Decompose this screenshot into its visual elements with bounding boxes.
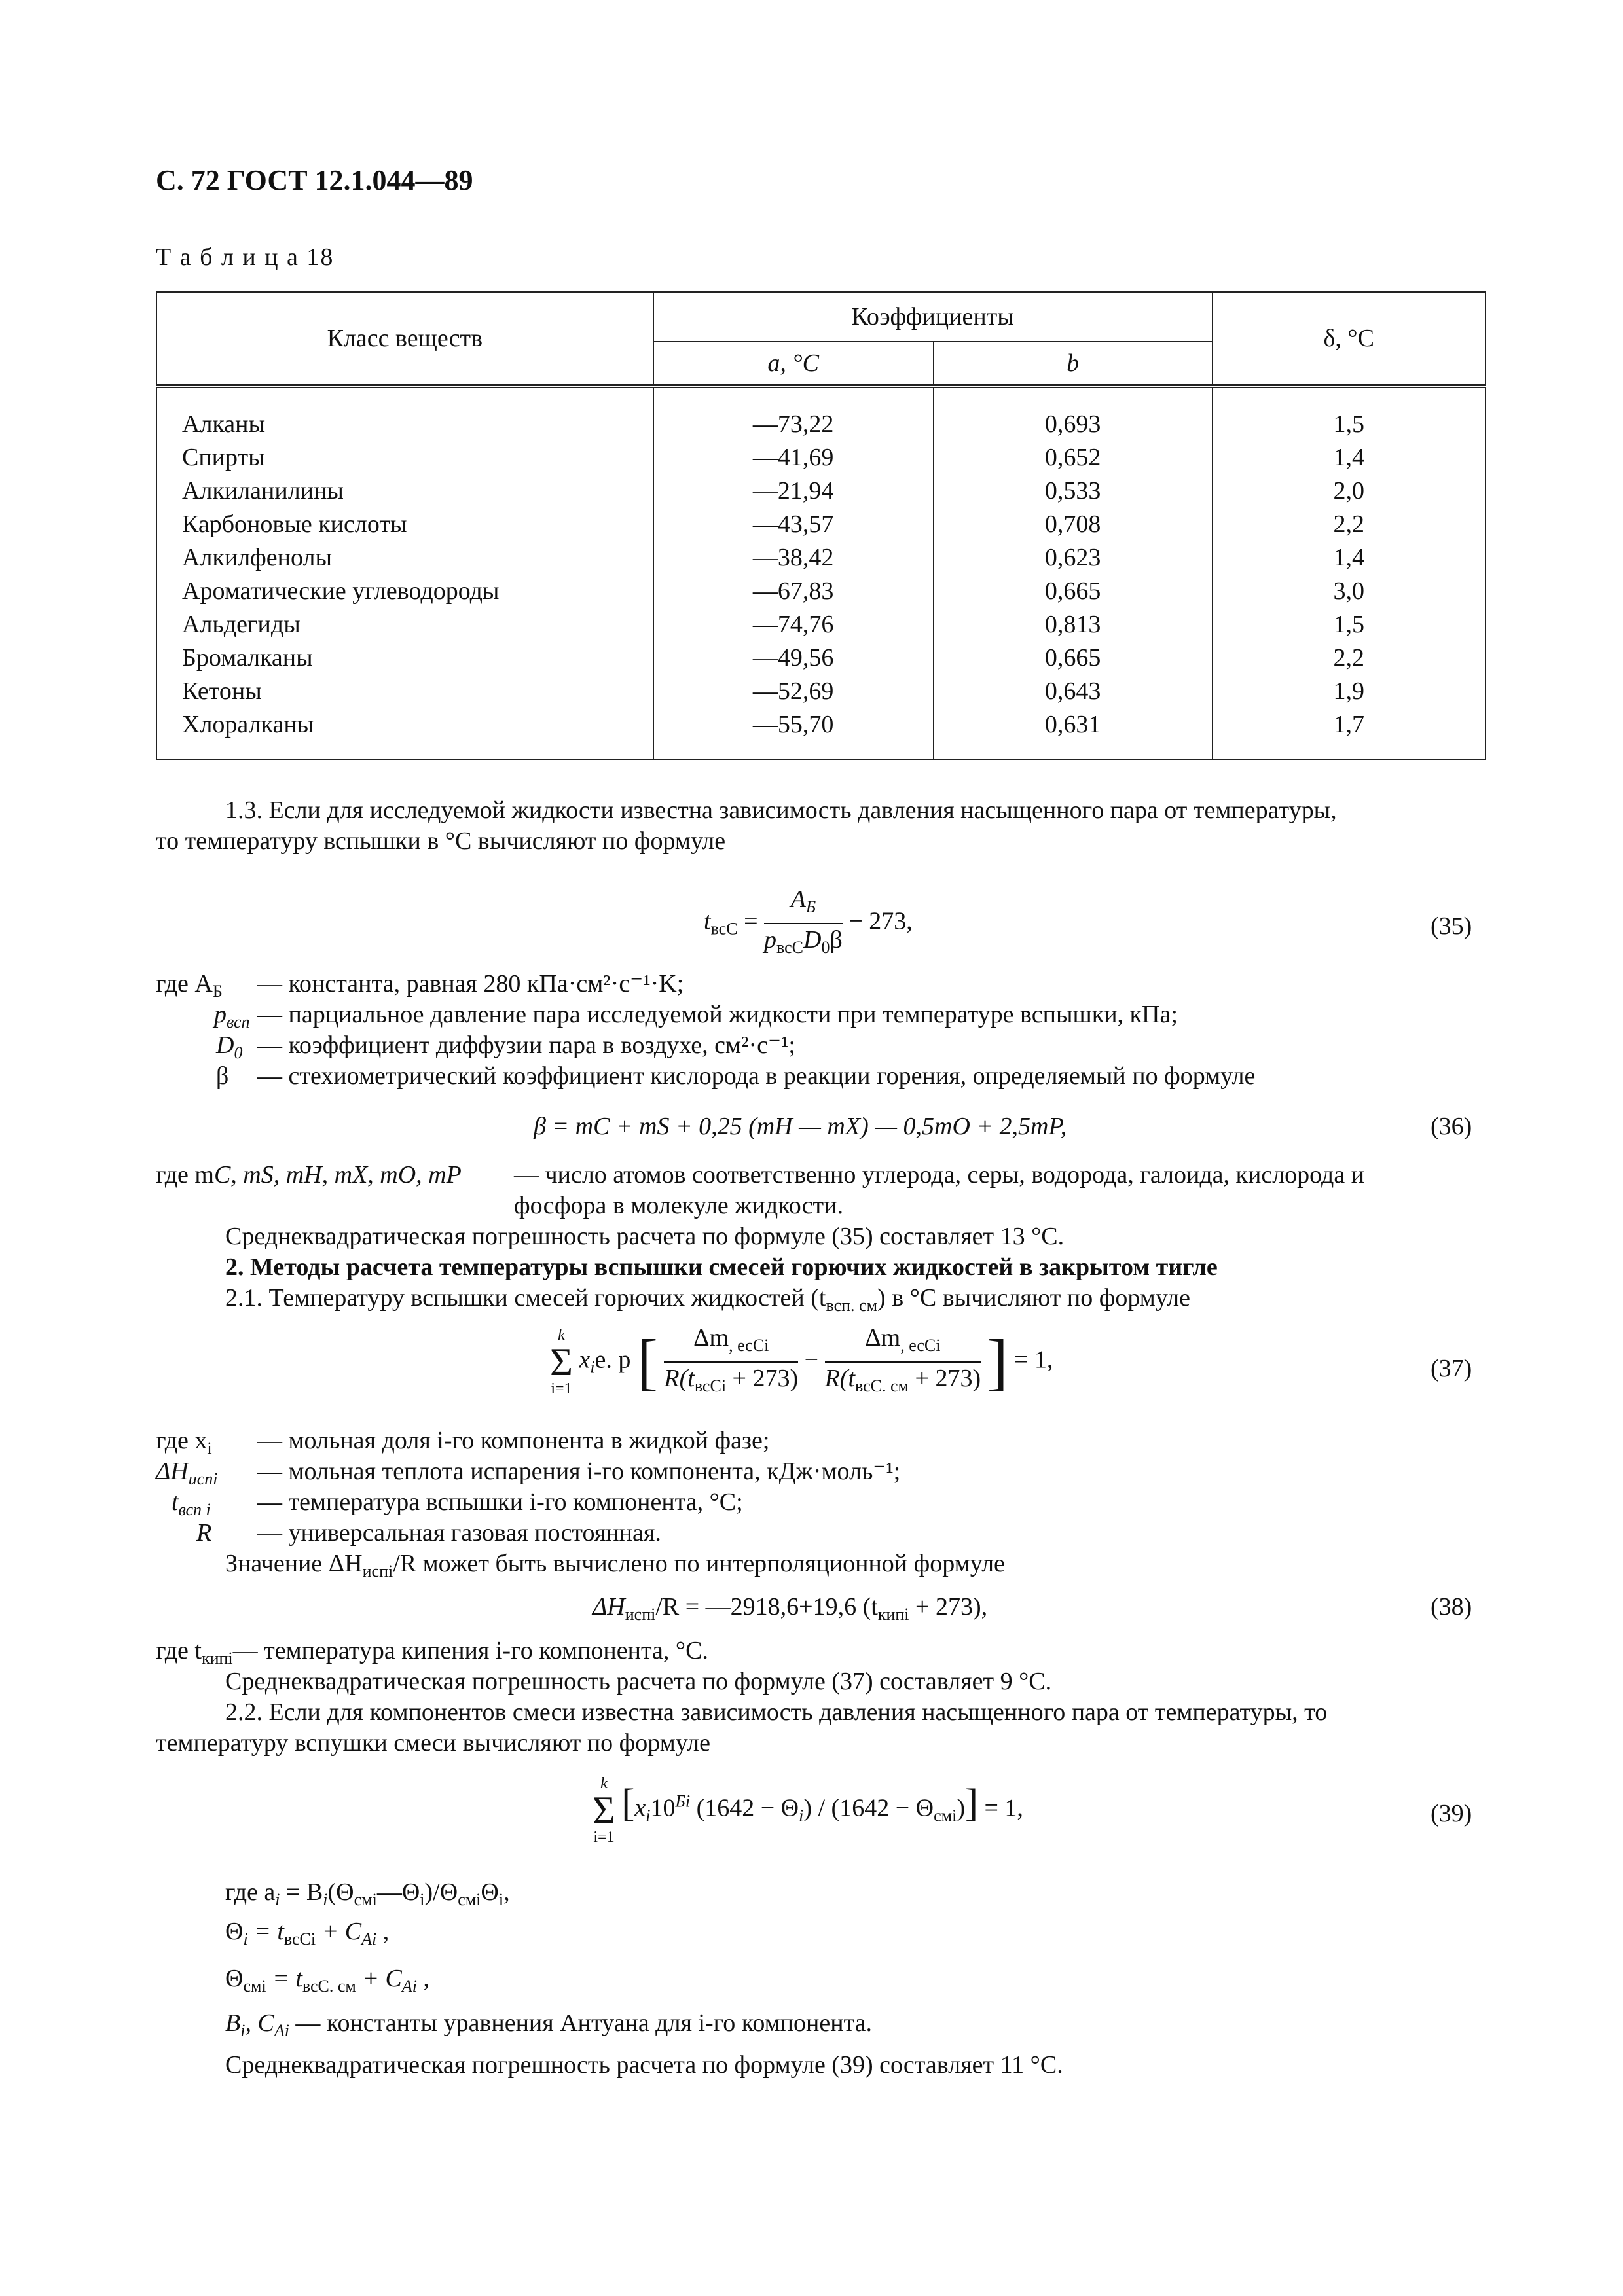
table-cell-name: Бромалканы <box>182 644 313 672</box>
table-cell-b: 0,652 <box>1044 444 1101 471</box>
def-beta: β <box>216 1062 229 1090</box>
paragraph-2-1: 2.1. Температуру вспышки смесей горючих жидкостей $(t_{всп. см})$ в °С вычисляют по формуле <box>225 1284 1190 1315</box>
def-theta-sm: $\Theta_{смi} = t_{всС. см} + C_{Ai}$ , <box>225 1965 429 1996</box>
def-tvsp: $t_{всп i}$ <box>172 1488 211 1519</box>
paragraph-2-2-line2: температуру вспушки смеси вычисляют по формуле <box>156 1729 710 1757</box>
coefficients-table <box>156 291 1486 760</box>
table-cell-b: 0,813 <box>1044 611 1101 638</box>
def-pvsp: $p_{всп}$ <box>214 1001 250 1031</box>
def-xi-text: — мольная доля i-го компонента в жидкой фазе; <box>257 1427 770 1454</box>
equation-38: $\Delta H_{испi}/R$ = —2918,6+19,6 $(t_{кипi} + 273)$, <box>593 1593 988 1624</box>
table-cell-d: 2,2 <box>1333 511 1365 538</box>
table-cell-b: 0,623 <box>1044 544 1101 571</box>
table-cell-a: —41,69 <box>752 444 834 471</box>
where-38: где $t_{кипi}—$ температура кипения i-го компонента, °С. <box>156 1637 708 1668</box>
def-tvsp-text: — температура вспышки i-го компонента, °С; <box>257 1488 743 1516</box>
section-2-title: 2. Методы расчета температуры вспышки смесей горючих жидкостей в закрытом тигле <box>225 1253 1218 1281</box>
table-cell-a: —52,69 <box>752 677 834 705</box>
table-cell-a: —67,83 <box>752 577 834 605</box>
where-36-text1: — число атомов соответственно углерода, серы, водорода, галоида, кислорода и <box>514 1161 1365 1189</box>
def-ab: где $A_Б$ <box>156 970 223 1001</box>
column-a-values <box>654 388 933 759</box>
table-cell-a: —38,42 <box>752 544 834 571</box>
paragraph-1-3-line2: то температуру вспышки в °С вычисляют по формуле <box>156 827 726 855</box>
equation-39: k Σ i=1 [$x_i10^{Бi}$ $(1642 - \Theta_i) / (1642 - \Theta_{смi})] = 1$, <box>593 1775 1023 1846</box>
table-cell-a: —74,76 <box>752 611 834 638</box>
table-cell-a: —73,22 <box>752 410 834 438</box>
table-cell-name: Карбоновые кислоты <box>182 511 407 538</box>
def-ab-text: — константа, равная 280 кПа·см²·с⁻¹·K; <box>257 970 684 997</box>
equation-37-number: (37) <box>1431 1355 1472 1382</box>
table-cell-name: Ароматические углеводороды <box>182 577 500 605</box>
def-dh-text: — мольная теплота испарения i-го компонента, кДж·моль⁻¹; <box>257 1458 901 1485</box>
table-cell-name: Алкиланилины <box>182 477 344 505</box>
where-36-line1: где mC, mS, mH, mX, mO, mP <box>156 1161 462 1189</box>
def-theta-i: $\Theta_i = t_{всCi} + C_{Ai}$ , <box>225 1918 390 1948</box>
table-cell-d: 1,5 <box>1333 410 1365 438</box>
table-cell-a: —21,94 <box>752 477 834 505</box>
def-r-text: — универсальная газовая постоянная. <box>257 1519 661 1547</box>
table-cell-b: 0,665 <box>1044 644 1101 672</box>
table-cell-name: Альдегиды <box>182 611 301 638</box>
equation-35: $t_{всС}$ = $\frac{A_Б}{p_{всС}D_0\beta}$ − 273, <box>704 884 913 963</box>
table-label: Т а б л и ц а 18 <box>156 243 335 271</box>
equation-39-number: (39) <box>1431 1800 1472 1827</box>
page-header: С. 72 ГОСТ 12.1.044—89 <box>156 164 473 196</box>
table-cell-name: Кетоны <box>182 677 262 705</box>
equation-36: β = mC + mS + 0,25 (mH — mX) — 0,5mO + 2,5mP, <box>534 1113 1067 1140</box>
def-pvsp-text: — парциальное давление пара исследуемой жидкости при температуре вспышки, кПа; <box>257 1001 1178 1028</box>
table-cell-a: —55,70 <box>752 711 834 738</box>
table-cell-b: 0,693 <box>1044 410 1101 438</box>
table-cell-b: 0,533 <box>1044 477 1101 505</box>
table-cell-a: —49,56 <box>752 644 834 672</box>
table-cell-b: 0,708 <box>1044 511 1101 538</box>
header-delta: δ, °C <box>1213 292 1486 386</box>
table-cell-d: 1,4 <box>1333 544 1365 571</box>
error-37: Среднеквадратическая погрешность расчета по формуле (37) составляет 9 °С. <box>225 1668 1052 1695</box>
table-cell-name: Алканы <box>182 410 266 438</box>
table-cell-name: Алкилфенолы <box>182 544 332 571</box>
header-b: b <box>934 342 1213 386</box>
table-cell-b: 0,631 <box>1044 711 1101 738</box>
error-39: Среднеквадратическая погрешность расчета по формуле (39) составляет 11 °С. <box>225 2051 1063 2079</box>
table-cell-b: 0,665 <box>1044 577 1101 605</box>
def-bi-ci: $B_i$, $C_{Ai}$ — константы уравнения Антуана для i-го компонента. <box>225 2009 872 2040</box>
table-cell-a: —43,57 <box>752 511 834 538</box>
column-b-values <box>934 388 1212 759</box>
table-cell-d: 1,4 <box>1333 444 1365 471</box>
paragraph-1-3-line1: 1.3. Если для исследуемой жидкости известна зависимость давления насыщенного пара от температуры, <box>225 797 1337 824</box>
table-cell-b: 0,643 <box>1044 677 1101 705</box>
equation-36-number: (36) <box>1431 1113 1472 1140</box>
equation-37: k Σ i=1 $x_ie$. p [ $\frac{\Delta m_{, есCi}}{R(t_{всCi} + 273)}$ − $\frac{\Delta m_{, есCi}}{R(t_{всС. см} + 273)}$ ] = 1, <box>550 1322 1053 1402</box>
equation-35-number: (35) <box>1431 912 1472 940</box>
def-beta-text: — стехиометрический коэффициент кислорода в реакции горения, определяемый по формуле <box>257 1062 1256 1090</box>
error-35: Среднеквадратическая погрешность расчета по формуле (35) составляет 13 °С. <box>225 1223 1065 1250</box>
header-class: Класс веществ <box>156 292 653 386</box>
table-cell-d: 1,9 <box>1333 677 1365 705</box>
interp-intro: Значение $\Delta H_{испi}/R$ может быть вычислено по интерполяционной формуле <box>225 1550 1005 1581</box>
header-coefficients: Коэффициенты <box>653 292 1213 342</box>
def-ai: где $a_i$ = $B_i(\Theta_{смi}—\Theta_i)/\Theta_{смi}\Theta_i$, <box>225 1878 510 1909</box>
column-class-names <box>157 388 653 759</box>
paragraph-2-2-line1: 2.2. Если для компонентов смеси известна зависимость давления насыщенного пара от температуры, то <box>225 1698 1328 1726</box>
def-d0-text: — коэффициент диффузии пара в воздухе, см²·с⁻¹; <box>257 1031 795 1059</box>
def-xi: где $x_i$ <box>156 1427 212 1458</box>
column-delta-values <box>1213 388 1485 759</box>
table-cell-d: 1,5 <box>1333 611 1365 638</box>
def-r: R <box>196 1519 212 1547</box>
table-cell-d: 2,2 <box>1333 644 1365 672</box>
equation-38-number: (38) <box>1431 1593 1472 1621</box>
table-cell-d: 1,7 <box>1333 711 1365 738</box>
table-cell-d: 2,0 <box>1333 477 1365 505</box>
table-cell-name: Спирты <box>182 444 265 471</box>
table-cell-name: Хлоралканы <box>182 711 314 738</box>
table-cell-d: 3,0 <box>1333 577 1365 605</box>
def-dh: $\Delta H_{испi}$ <box>156 1458 218 1488</box>
def-d0: $D_0$ <box>216 1031 243 1062</box>
where-36-line2: фосфора в молекуле жидкости. <box>514 1192 843 1219</box>
header-a: a, °C <box>653 342 934 386</box>
